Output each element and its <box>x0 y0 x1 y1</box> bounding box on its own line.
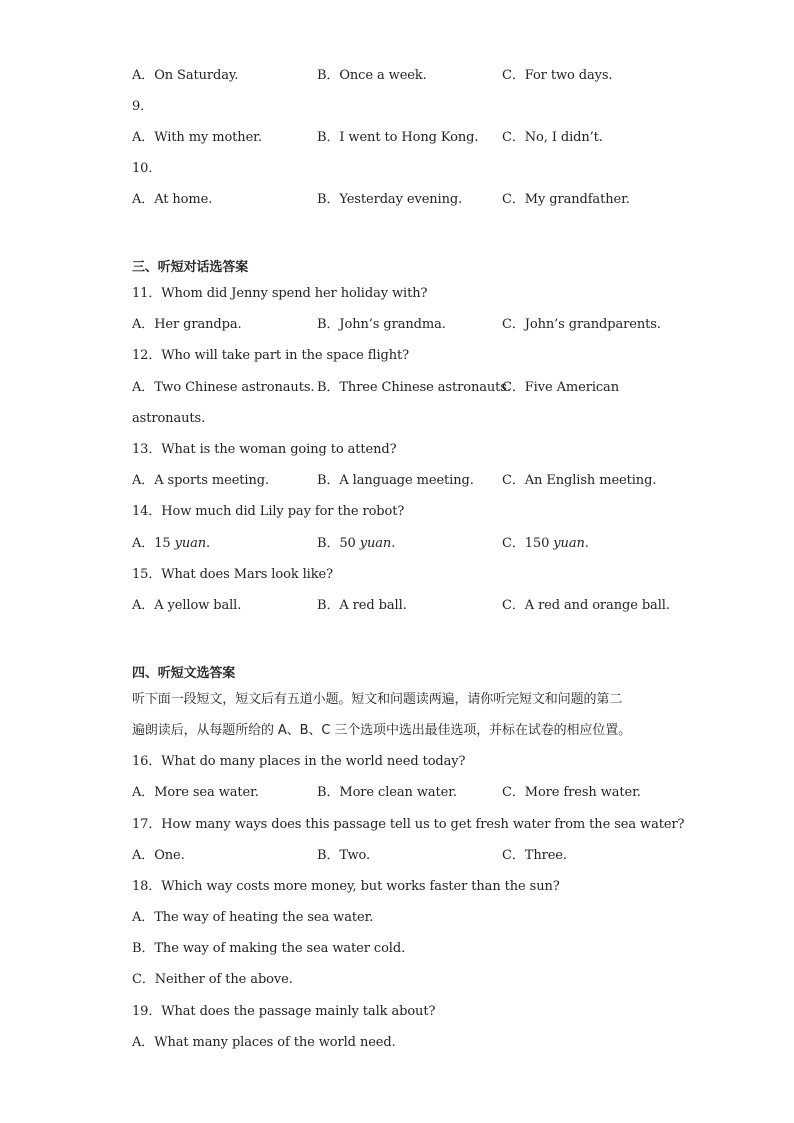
q13-option-a: A．A sports meeting. <box>132 473 269 488</box>
q16-stem: 16．What do many places in the world need today? <box>132 754 466 769</box>
q14-b-amount: B．50 <box>317 536 360 551</box>
q14-c-unit: yuan <box>553 536 585 551</box>
q11-option-a: A．Her grandpa. <box>132 317 242 332</box>
q10-option-b: B．Yesterday evening. <box>317 192 463 207</box>
q12-option-c-continued: astronauts. <box>132 411 206 426</box>
q10-option-c: C．My grandfather. <box>502 192 630 207</box>
q8-option-b: B．Once a week. <box>317 68 427 83</box>
q11-stem: 11．Whom did Jenny spend her holiday with? <box>132 286 428 301</box>
q12-option-a: A．Two Chinese astronauts. <box>132 380 315 395</box>
q14-option-c <box>502 536 589 552</box>
q12-option-c: C．Five American <box>502 380 619 395</box>
q9-option-b: B．I went to Hong Kong. <box>317 130 479 145</box>
q16-option-a: A．More sea water. <box>132 785 259 800</box>
section-4-heading: 四、听短文选答案 <box>132 666 236 681</box>
q18-option-b: B．The way of making the sea water cold. <box>132 941 406 956</box>
q17-stem: 17．How many ways does this passage tell us to get fresh water from the sea water? <box>132 817 685 832</box>
q14-a-period: . <box>206 536 211 551</box>
q15-option-a: A．A yellow ball. <box>132 598 242 613</box>
q13-option-b: B．A language meeting. <box>317 473 474 488</box>
q17-option-a: A．One. <box>132 848 185 863</box>
q18-option-a: A．The way of heating the sea water. <box>132 910 374 925</box>
q10-number: 10． <box>132 161 162 176</box>
q19-option-a: A．What many places of the world need. <box>132 1035 396 1050</box>
q14-stem: 14．How much did Lily pay for the robot? <box>132 504 405 519</box>
q9-option-a: A．With my mother. <box>132 130 262 145</box>
q14-option-a <box>132 536 210 552</box>
q17-option-c: C．Three. <box>502 848 567 863</box>
q8-option-c: C．For two days. <box>502 68 613 83</box>
q12-option-b: B．Three Chinese astronauts. <box>317 380 511 395</box>
q14-option-b <box>317 536 395 552</box>
q12-stem: 12．Who will take part in the space flight? <box>132 348 410 363</box>
q17-option-b: B．Two. <box>317 848 371 863</box>
section-3-heading: 三、听短对话选答案 <box>132 260 249 275</box>
q14-c-amount: C．150 <box>502 536 554 551</box>
q14-b-unit: yuan <box>359 536 392 551</box>
q14-a-unit: yuan <box>174 536 207 551</box>
q8-option-a: A．On Saturday. <box>132 68 239 83</box>
q14-c-period: . <box>584 536 589 551</box>
q13-stem: 13．What is the woman going to attend? <box>132 442 397 457</box>
q9-option-c: C．No, I didn’t. <box>502 130 603 145</box>
q11-option-c: C．John’s grandparents. <box>502 317 661 332</box>
q10-option-a: A．At home. <box>132 192 213 207</box>
instructions-line-2: 遍朗读后，从每题所给的 A、B、C 三个选项中选出最佳选项，并标在试卷的相应位置。 <box>132 723 632 738</box>
q18-option-c: C．Neither of the above. <box>132 972 293 987</box>
q11-option-b: B．John’s grandma. <box>317 317 446 332</box>
q15-option-c: C．A red and orange ball. <box>502 598 670 613</box>
q18-stem: 18．Which way costs more money, but works faster than the sun? <box>132 879 560 894</box>
q9-number: 9． <box>132 99 154 114</box>
q15-stem: 15．What does Mars look like? <box>132 567 333 582</box>
q13-option-c: C．An English meeting. <box>502 473 657 488</box>
q15-option-b: B．A red ball. <box>317 598 407 613</box>
instructions-line-1: 听下面一段短文，短文后有五道小题。短文和问题读两遍，请你听完短文和问题的第二 <box>132 692 623 707</box>
q19-stem: 19．What does the passage mainly talk about? <box>132 1004 436 1019</box>
q16-option-c: C．More fresh water. <box>502 785 641 800</box>
q14-b-period: . <box>391 536 396 551</box>
q16-option-b: B．More clean water. <box>317 785 457 800</box>
q14-a-amount: A．15 <box>132 536 175 551</box>
